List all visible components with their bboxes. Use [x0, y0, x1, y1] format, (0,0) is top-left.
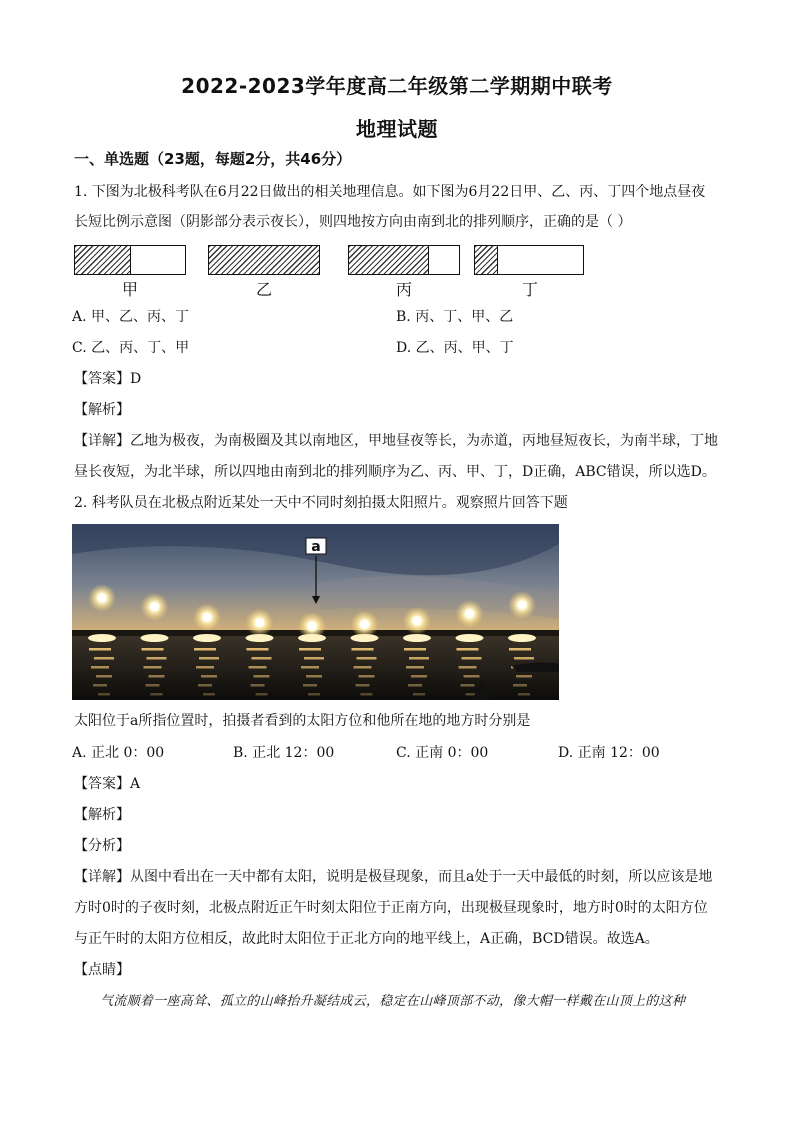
q2-answer [74, 775, 734, 793]
sun [465, 609, 474, 618]
q2-tip-line: 气流顺着一座高耸、孤立的山峰抬升凝结成云，稳定在山峰顶部不动，像大帽一样戴在山顶上的这种 [100, 994, 686, 1009]
answer-tag: 【答案】 [74, 776, 130, 792]
water-glint [256, 693, 268, 696]
water-glint [151, 693, 163, 696]
water-glint [301, 666, 319, 669]
water-glint [406, 666, 424, 669]
answer-value: A [130, 776, 141, 792]
water-glint [299, 648, 321, 651]
water-glint [457, 648, 479, 651]
horizon-reflection [508, 634, 536, 642]
q2-detail-line-1 [74, 868, 734, 886]
water-glint [91, 666, 109, 669]
water-glint [196, 666, 214, 669]
water-glint [404, 648, 426, 651]
water-glint [352, 648, 374, 651]
water-glint [198, 684, 212, 687]
q1-analysis-tag: 【解析】 [74, 402, 130, 418]
marker-a-label: a [311, 539, 321, 555]
q1-option-b: B. 丙、丁、甲、乙 [396, 309, 514, 325]
water-glint [308, 693, 320, 696]
water-glint [356, 684, 370, 687]
bar-label-bing: 丙 [395, 280, 412, 299]
document-subtitle: 地理试题 [356, 117, 438, 141]
q1-detail-line-1 [74, 432, 734, 450]
horizon-reflection [88, 634, 116, 642]
water-glint [247, 648, 269, 651]
sun [203, 613, 212, 622]
water-glint [98, 693, 110, 696]
q2-tip-tag: 【点睛】 [74, 962, 130, 978]
horizon-reflection [456, 634, 484, 642]
water-glint [251, 684, 265, 687]
bar-label-ding: 丁 [521, 280, 538, 299]
q2-detail-line-3: 与正午时的太阳方位相反，故此时太阳位于正北方向的地平线上，A正确，BCD错误。故选A。 [74, 931, 659, 947]
water-glint [94, 657, 114, 660]
q2-option-d: D. 正南 12：00 [558, 745, 660, 761]
q2-analysis-tag: 【解析】 [74, 807, 130, 823]
bar-label-yi: 乙 [255, 280, 272, 299]
section-heading: 一、单选题（23题，每题2分，共46分） [74, 150, 352, 168]
bar-yi [208, 245, 320, 275]
water-glint [89, 648, 111, 651]
detail-text: 从图中看出在一天中都有太阳，说明是极昼现象，而且a处于一天中最低的时刻，所以应该是地 [130, 869, 713, 885]
q1-detail-line-2: 昼长夜短，为北半球，所以四地由南到北的排列顺序为乙、丙、甲、丁，D正确，ABC错误，所以选D。 [74, 464, 716, 480]
water-glint [464, 675, 480, 678]
q1-text-line-2: 长短比例示意图（阴影部分表示夜长），则四地按方向由南到北的排列顺序，正确的是（ ） [74, 214, 632, 230]
water-glint [249, 666, 267, 669]
q2-text-line-1: 2. 科考队员在北极点附近某处一天中不同时刻拍摄太阳照片。观察照片回答下题 [74, 495, 568, 511]
horizon-reflection [246, 634, 274, 642]
water-glint [513, 684, 527, 687]
night-fill [349, 246, 429, 274]
q2-option-b: B. 正北 12：00 [233, 745, 335, 761]
water-glint [199, 657, 219, 660]
water-glint [93, 684, 107, 687]
sun [518, 600, 527, 609]
sun-photo [72, 524, 559, 700]
q1-option-d: D. 乙、丙、甲、丁 [396, 340, 514, 356]
bar-ding [474, 245, 584, 275]
water-glint [252, 657, 272, 660]
water-glint [304, 657, 324, 660]
water-glint [357, 657, 377, 660]
water-glint [411, 675, 427, 678]
sun [413, 616, 422, 625]
water-glint [409, 657, 429, 660]
water-glint [361, 693, 373, 696]
sun [308, 622, 317, 631]
answer-value: D [130, 371, 142, 387]
water-glint [254, 675, 270, 678]
water-glint [303, 684, 317, 687]
q2-fenxi-tag: 【分析】 [74, 838, 130, 854]
water-glint [194, 648, 216, 651]
bar-label-jia: 甲 [121, 280, 138, 299]
water-glint [142, 648, 164, 651]
water-glint [201, 675, 217, 678]
sun [98, 593, 107, 602]
detail-text: 乙地为极夜，为南极圈及其以南地区，甲地昼夜等长，为赤道，丙地昼短夜长，为南半球，丁地 [130, 433, 718, 449]
answer-tag: 【答案】 [74, 371, 130, 387]
water-glint [203, 693, 215, 696]
q2-detail-line-2: 方时0时的子夜时刻，北极点附近正午时刻太阳位于正南方向，出现极昼现象时，地方时0时的太阳方位 [74, 900, 708, 916]
q1-option-c: C. 乙、丙、丁、甲 [72, 340, 190, 356]
water-glint [461, 684, 475, 687]
water-glint [509, 648, 531, 651]
sun [150, 602, 159, 611]
water-glint [518, 693, 530, 696]
water-glint [408, 684, 422, 687]
water-glint [359, 675, 375, 678]
water-glint [413, 693, 425, 696]
water-glint [462, 657, 482, 660]
water-glint [146, 684, 160, 687]
detail-tag: 【详解】 [74, 869, 130, 885]
water-glint [354, 666, 372, 669]
water-glint [306, 675, 322, 678]
water-glint [147, 657, 167, 660]
q2-option-c: C. 正南 0：00 [396, 745, 489, 761]
q1-answer [74, 370, 734, 388]
water-glint [459, 666, 477, 669]
water-glint [514, 657, 534, 660]
q1-text-line-1: 1. 下图为北极科考队在6月22日做出的相关地理信息。如下图为6月22日甲、乙、丙、丁四个地点昼夜 [74, 184, 706, 200]
q2-question: 太阳位于a所指位置时，拍摄者看到的太阳方位和他所在地的地方时分别是 [74, 713, 531, 729]
bar-bing [348, 245, 460, 275]
document-title: 2022-2023学年度高二年级第二学期期中联考 [181, 74, 613, 98]
water-glint [144, 666, 162, 669]
bar-jia [74, 245, 186, 275]
sun [255, 618, 264, 627]
detail-tag: 【详解】 [74, 433, 130, 449]
horizon-reflection [193, 634, 221, 642]
water-glint [149, 675, 165, 678]
horizon-reflection [351, 634, 379, 642]
sun [360, 620, 369, 629]
water-glint [96, 675, 112, 678]
water-glint [516, 675, 532, 678]
horizon-reflection [141, 634, 169, 642]
q1-option-a: A. 甲、乙、丙、丁 [72, 309, 190, 325]
night-fill [209, 246, 319, 274]
night-fill [475, 246, 498, 274]
horizon-reflection [403, 634, 431, 642]
horizon-reflection [298, 634, 326, 642]
night-fill [75, 246, 131, 274]
q2-option-a: A. 正北 0：00 [72, 745, 165, 761]
